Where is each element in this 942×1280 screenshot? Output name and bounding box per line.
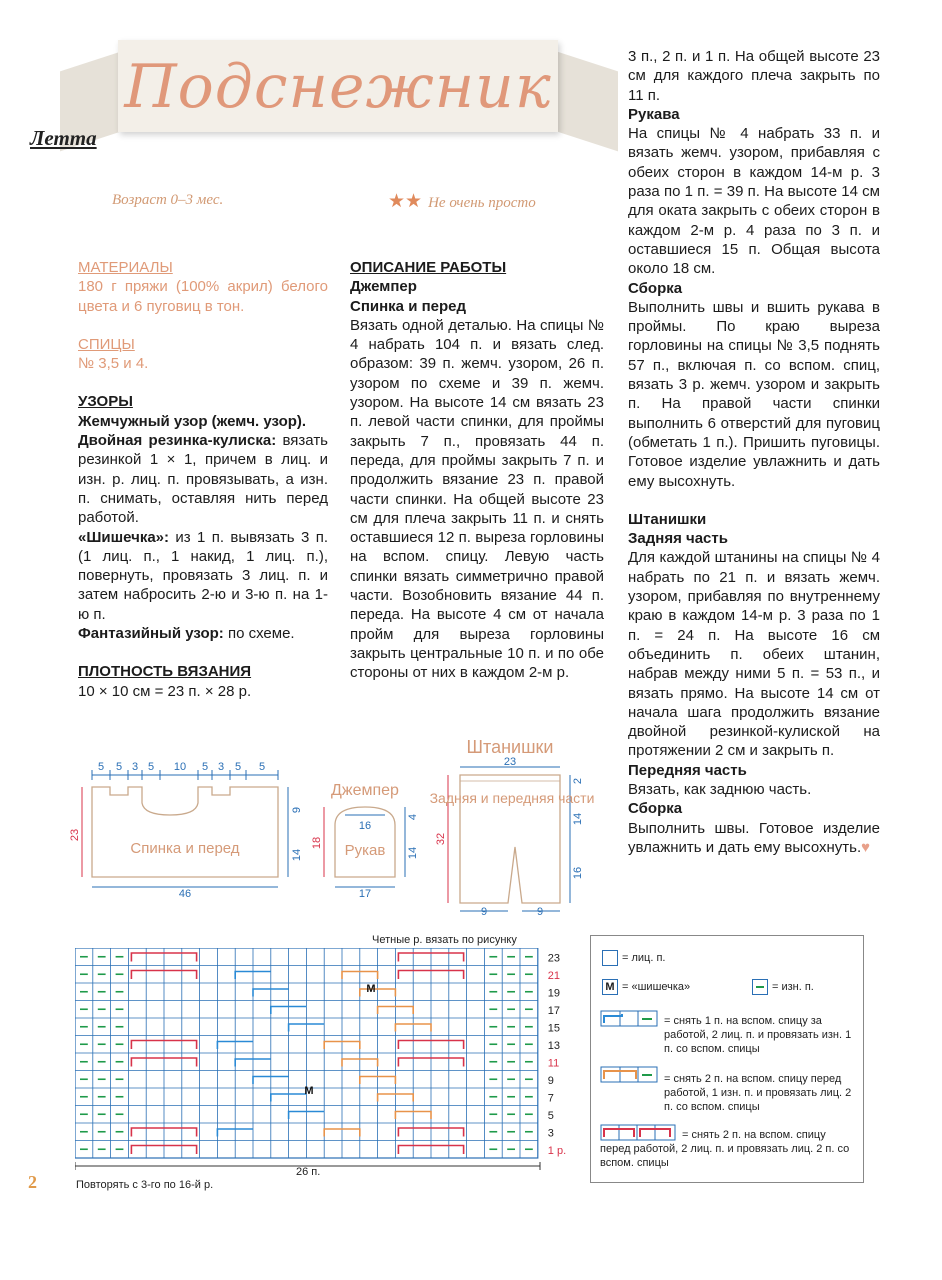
back-front-heading: Спинка и перед (350, 297, 467, 315)
chart-row-number: 3 (547, 1127, 554, 1140)
legend-knit: = лиц. п. (622, 952, 666, 964)
body-bottom-dim: 46 (178, 888, 192, 900)
age-label: Возраст 0–3 мес. (112, 192, 224, 208)
pants-label (430, 790, 595, 806)
chart-bobble-mark-2: М (304, 1085, 314, 1097)
difficulty-label (388, 190, 536, 213)
column-sleeves (628, 47, 880, 857)
pants-bottom-dim-1: 9 (480, 906, 488, 918)
page-title: Подснежник (124, 52, 552, 122)
sleeve-right-dim-1: 4 (407, 813, 419, 821)
cable-1-symbol-icon (600, 1010, 662, 1028)
pants-bottom-dim-2: 9 (536, 906, 544, 918)
needles-heading: СПИЦЫ (78, 335, 135, 353)
density-heading: ПЛОТНОСТЬ ВЯЗАНИЯ (78, 663, 252, 681)
chart-grid (75, 948, 538, 1158)
double-rib-text (78, 431, 328, 527)
legend-cable-3: = снять 2 п. на вспом. спицу перед работой, 2 лиц. п. и провязать лиц. 2 п. со вспом. спицы (600, 1129, 850, 1169)
body-top-dim-5: 10 (173, 761, 187, 773)
body-piece-outline (92, 787, 278, 877)
body-piece-label: Спинка и перед (130, 840, 240, 857)
knitting-chart (75, 948, 575, 1170)
sleeves-text: На спицы № 4 набрать 33 п. и вязать жемч. узором, прибавляя с обеих сторон в каждом 14-м р. 3 раза по 1 п. = 39 п. На высоте 14 см для оката закрыть с обеих сторон в каждом 2-м р. 4 раза по 3 п. и оставшиеся 15 п. Общая высота около 18 см. (628, 125, 880, 278)
assembly-text: Выполнить швы и вшить рукава в проймы. По краю выреза горловины на спицы № 3,5 поднять 57 п., включая п. со вспом. спиц, вязать 3 р. жемч. узором и закрыть п. На правой части спинки выполнить 6 отверстий для пуговиц (обметать 1 п.). Пришить пуговицы. Готовое изделие увлажнить и дать ему высохнуть. (628, 298, 880, 490)
body-top-dim-2: 5 (115, 761, 123, 773)
chart-row-number: 1 р. (547, 1145, 567, 1157)
bobble-text (78, 528, 328, 624)
sleeve-left-dim: 18 (311, 836, 323, 850)
body-top-dim-9: 5 (258, 761, 266, 773)
page-number: 2 (28, 1172, 37, 1192)
patterns-heading: УЗОРЫ (78, 393, 133, 411)
fancy-title: Фантазийный узор: (78, 625, 224, 643)
chart-row-number: 19 (547, 987, 561, 1000)
difficulty-text: Не очень просто (428, 195, 536, 211)
sleeve-top-dim: 16 (358, 820, 372, 832)
brand-name: Летта (30, 126, 97, 150)
pants-left-dim: 32 (435, 832, 447, 846)
legend-bobble: = «шишечка» (622, 981, 691, 993)
body-top-dim-7: 3 (217, 761, 225, 773)
pants-right-dim-3: 16 (572, 866, 584, 880)
schematic-diagrams (60, 735, 600, 920)
pants-assembly-desc: Выполнить швы. Готовое изделие увлажнить и дать ему высохнуть. (628, 819, 880, 856)
pants-back-text: Для каждой штанины на спицы № 4 набрать по 21 п. и вязать жемч. узором, прибавляя по внутреннему краю в каждом 14-м р. 3 раза по 1 п. = 24 п. На высоте 16 см объединить п. обеих штанин, набрав между ними 5 п. = 53 п., и вязать прямо. На высоте 14 см от начала шага продолжить вязание двойной резинкой-кулиской на протяжении 2 см и закрыть п. (628, 549, 880, 760)
body-top-dim-6: 5 (201, 761, 209, 773)
legend-purl: = изн. п. (772, 981, 814, 993)
chart-row-number: 23 (547, 952, 561, 965)
fancy-desc: по схеме. (223, 625, 295, 643)
jumper-heading: Джемпер (350, 278, 417, 296)
jumper-title: Джемпер (331, 782, 399, 799)
chart-row-numbers (548, 953, 566, 1158)
pants-front-heading: Передняя часть (628, 761, 747, 779)
pants-right-dim-1: 2 (572, 777, 584, 785)
back-front-text: Вязать одной деталью. На спицы № 4 набрать 104 п. и вязать след. образом: 39 п. жемч. узором, 26 п. узором по схеме и 39 п. жемч. узором. На высоте 14 см вязать 23 п. левой части спинки, для проймы закрыть 7 п., провязать 44 п. переда, для проймы закрыть 7 п. и продолжить вязание 23 п. правой части спинки. На общей высоте 23 см для плеча закрыть 11 п. и снять оставшиеся 12 п. выреза горловины на вспом. спицу. Левую часть спинки вязать симметрично правой части. Возобновить вязание 44 п. переда. На высоте 4 см от начала пройм для выреза горловины закрыть центральные 10 п. и по обе стороны от них в каждом 2-м р. (350, 316, 604, 682)
body-right-dim-2: 14 (291, 848, 303, 862)
pants-front-text: Вязать, как заднюю часть. (628, 780, 812, 798)
pants-assembly-text (628, 819, 880, 858)
pants-label-line: Задняя и передняя части (429, 790, 595, 806)
materials-heading: МАТЕРИАЛЫ (78, 259, 173, 276)
bobble-title: «Шишечка»: (78, 528, 170, 546)
body-left-dim: 23 (69, 828, 81, 842)
chart-row-number: 7 (547, 1092, 554, 1105)
fancy-text (78, 624, 328, 643)
column-description (350, 258, 604, 683)
pants-top-dim: 23 (503, 756, 517, 768)
cable-2-symbol-icon (600, 1066, 662, 1084)
bobble-desc: из 1 п. вывязать 3 п. (1 лиц. п., 1 накид, 1 лиц. п.), повернуть, провязать 3 лиц. п. и затем набросить 2-ю и 3-ю п. на 1-ю п. (78, 528, 328, 623)
body-top-dim-1: 5 (97, 761, 105, 773)
sleeve-right-dim-2: 14 (407, 846, 419, 860)
legend-cable-1: = снять 1 п. на вспом. спицу за работой, 2 лиц. п. и провязать изн. 1 п. со вспом. спицы (664, 1015, 852, 1055)
double-rib-desc: вязать резинкой 1 × 1, причем в лиц. и изн. р. лиц. п. провязывать, а изн. п. снимать, оставляя нить перед работой. (78, 432, 329, 527)
chart-row-number: 15 (547, 1022, 561, 1035)
sleeve-bottom-dim: 17 (358, 888, 372, 900)
pants-back-heading: Задняя часть (628, 530, 728, 548)
legend-cable-2: = снять 2 п. на вспом. спицу перед работой, 1 изн. п. и провязать лиц. 2 п. со вспом. спицы (664, 1073, 852, 1113)
column-materials (78, 258, 328, 701)
density-text: 10 × 10 см = 23 п. × 28 р. (78, 682, 252, 700)
description-heading: ОПИСАНИЕ РАБОТЫ (350, 259, 507, 276)
stitch-count: 26 п. (296, 1166, 321, 1178)
double-rib-title: Двойная резинка-кулиска: (78, 432, 277, 450)
body-top-dim-3: 3 (131, 761, 139, 773)
materials-text: 180 г пряжи (100% акрил) белого цвета и 6 пуговиц в тон. (78, 278, 328, 315)
pants-assembly-heading: Сборка (628, 800, 683, 818)
chart-row-number: 21 (547, 970, 561, 982)
chart-row-number: 5 (547, 1110, 554, 1122)
purl-symbol-icon (752, 979, 768, 995)
bobble-symbol-icon: М (602, 979, 618, 995)
needles-text: № 3,5 и 4. (78, 355, 149, 373)
sleeve-label: Рукав (344, 842, 386, 859)
chart-row-number: 9 (547, 1075, 554, 1087)
repeat-note: Повторять с 3-го по 16-й р. (76, 1179, 214, 1191)
pants-heading: Штанишки (628, 510, 707, 528)
body-top-dim-4: 5 (147, 761, 155, 773)
sleeves-heading: Рукава (628, 105, 680, 123)
pants-right-dim-2: 14 (572, 812, 584, 826)
heart-icon: ♥ (861, 838, 871, 856)
even-rows-note: Четные р. вязать по рисунку (372, 934, 517, 946)
pants-title: Штанишки (466, 737, 554, 757)
chart-row-number: 13 (547, 1040, 561, 1052)
front-continued-text: 3 п., 2 п. и 1 п. На общей высоте 23 см для каждого плеча закрыть по 11 п. (628, 48, 880, 104)
pearl-pattern: Жемчужный узор (жемч. узор). (78, 412, 307, 430)
chart-bobble-mark-1: М (366, 983, 376, 995)
body-right-dim-1: 9 (291, 806, 303, 814)
chart-row-number: 11 (547, 1057, 560, 1070)
chart-row-number: 17 (547, 1005, 561, 1017)
knit-symbol-icon (602, 950, 618, 966)
banner-fold-right (548, 49, 618, 152)
difficulty-stars-icon: ★★ (388, 191, 423, 212)
assembly-heading: Сборка (628, 279, 683, 297)
body-top-dim-8: 5 (234, 761, 242, 773)
